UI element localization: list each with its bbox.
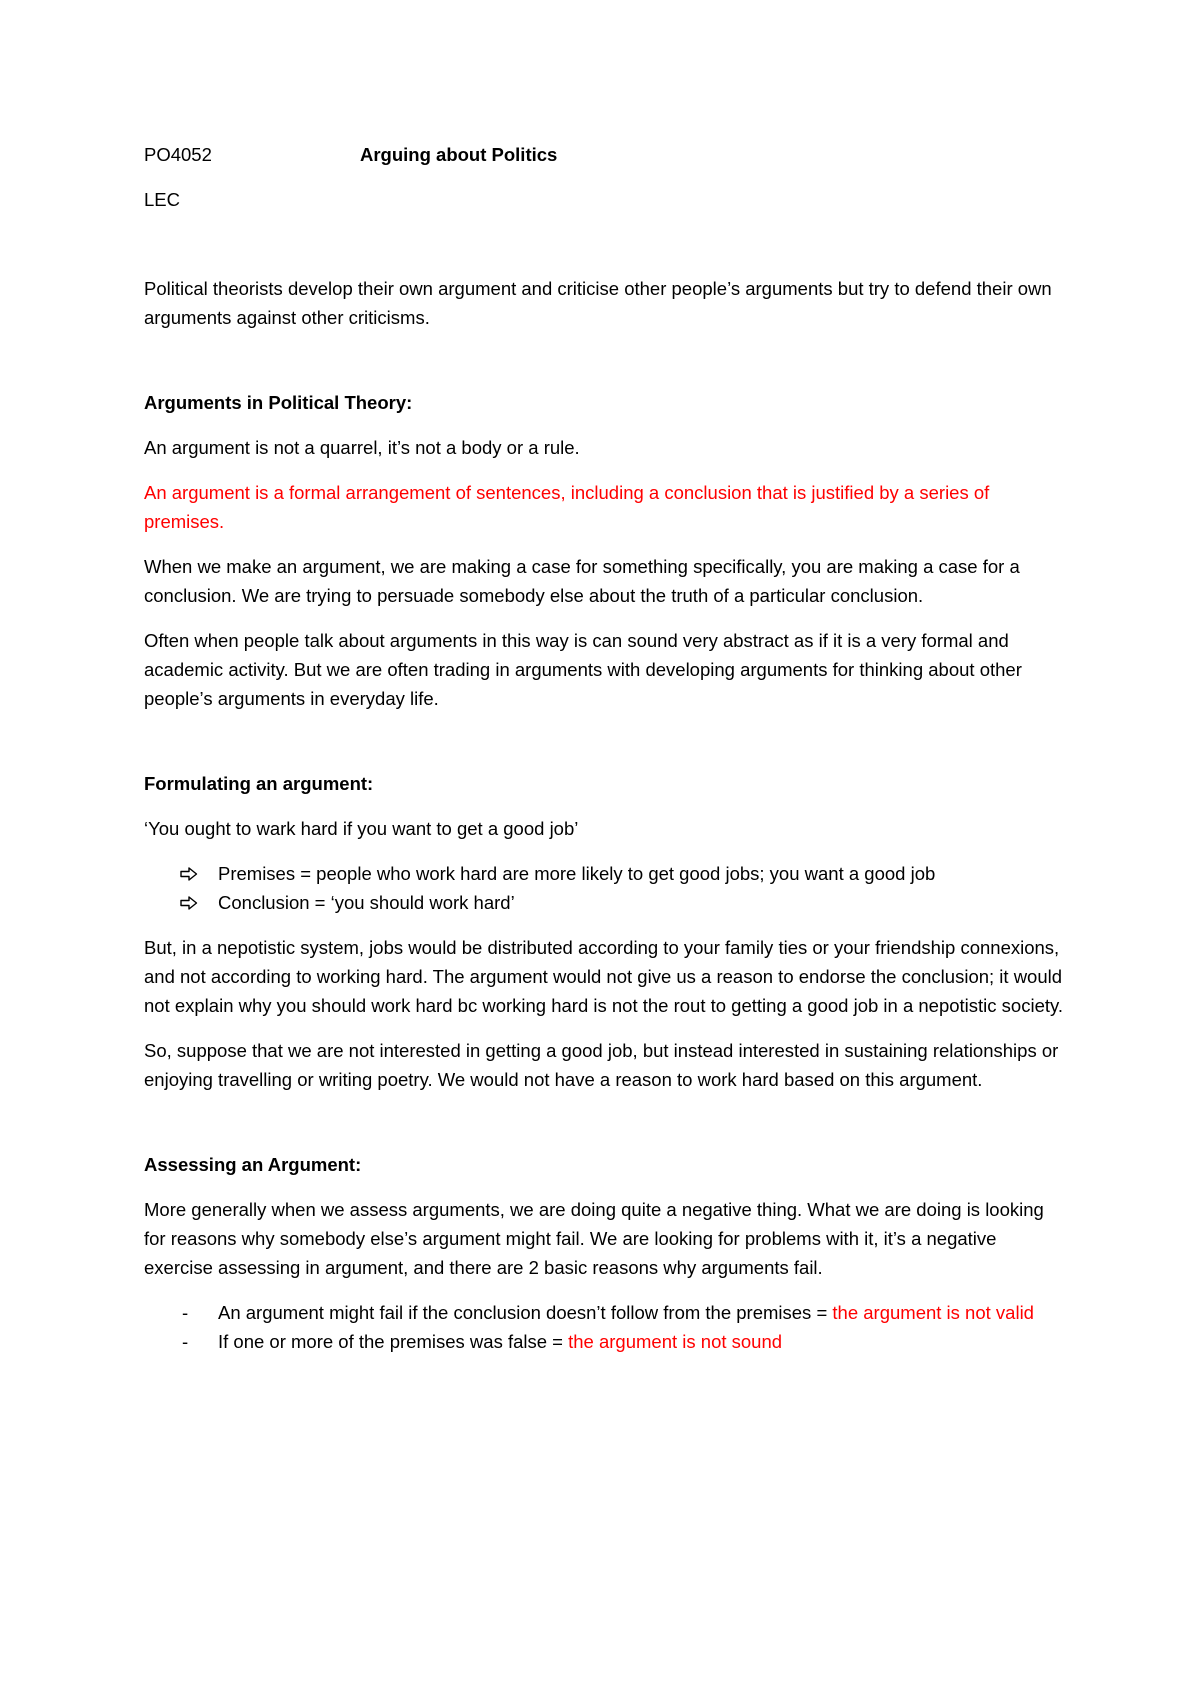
not-valid-text: An argument might fail if the conclusion doesn’t follow from the premises = xyxy=(218,1302,833,1323)
not-sound-text: If one or more of the premises was false = xyxy=(218,1331,569,1352)
dash-bullet: - xyxy=(182,1331,189,1352)
lecture-label: LEC xyxy=(144,189,180,210)
outline-right-arrow-icon xyxy=(180,859,202,888)
failure-reasons-list xyxy=(144,1298,1064,1356)
paragraph-making-case: When we make an argument, we are making a case for something specifically, you are making a case for a conclusion. We are trying to persuade somebody else about the truth of a particular conclusion. xyxy=(144,556,1020,606)
course-code: PO4052 xyxy=(144,144,212,165)
dash-bullet: - xyxy=(182,1302,189,1323)
paragraph-everyday-life: Often when people talk about arguments in this way is can sound very abstract as if it is a very formal and academic activity. But we are often trading in arguments with developing arguments for thinking about other people’s arguments in everyday life. xyxy=(144,630,1022,709)
intro-paragraph: Political theorists develop their own argument and criticise other people’s arguments but try to defend their own arguments against other criticisms. xyxy=(144,278,1052,328)
section-heading-formulating: Formulating an argument: xyxy=(144,773,374,794)
paragraph-suppose: So, suppose that we are not interested in getting a good job, but instead interested in sustaining relationships or enjoying travelling or writing poetry. We would not have a reason to work hard based on this argument. xyxy=(144,1040,1059,1090)
list-item-conclusion xyxy=(144,888,1064,917)
section-heading-assessing: Assessing an Argument: xyxy=(144,1154,362,1175)
not-valid-highlight: the argument is not valid xyxy=(832,1302,1034,1323)
example-quote: ‘You ought to wark hard if you want to get a good job’ xyxy=(144,818,579,839)
document-header xyxy=(144,140,1064,169)
not-sound-highlight: the argument is not sound xyxy=(568,1331,783,1352)
argument-definition: An argument is a formal arrangement of sentences, including a conclusion that is justified by a series of premises. xyxy=(144,482,990,532)
course-title: Arguing about Politics xyxy=(360,144,558,165)
paragraph-nepotistic: But, in a nepotistic system, jobs would be distributed according to your family ties or your friendship connexions, and not according to working hard. The argument would not give us a reason to endorse the conclusion; it would not explain why you should work hard bc working hard is not the rout to getting a good job in a nepotistic society. xyxy=(144,937,1064,1016)
list-item-not-sound xyxy=(144,1327,1064,1356)
paragraph-negative-thing: More generally when we assess arguments, we are doing quite a negative thing. What we are doing is looking for reasons why somebody else’s argument might fail. We are looking for problems with it, it’s a negative exercise assessing in argument, and there are 2 basic reasons why arguments fail. xyxy=(144,1199,1044,1278)
conclusion-text: Conclusion = ‘you should work hard’ xyxy=(218,892,515,913)
document-page xyxy=(144,140,1064,1356)
premises-text: Premises = people who work hard are more likely to get good jobs; you want a good job xyxy=(218,863,936,884)
outline-right-arrow-icon xyxy=(180,888,202,917)
list-item-premises xyxy=(144,859,1064,888)
section-heading-arguments: Arguments in Political Theory: xyxy=(144,392,413,413)
paragraph-not-quarrel: An argument is not a quarrel, it’s not a body or a rule. xyxy=(144,437,580,458)
premise-conclusion-list xyxy=(144,859,1064,917)
list-item-not-valid xyxy=(144,1298,1064,1327)
